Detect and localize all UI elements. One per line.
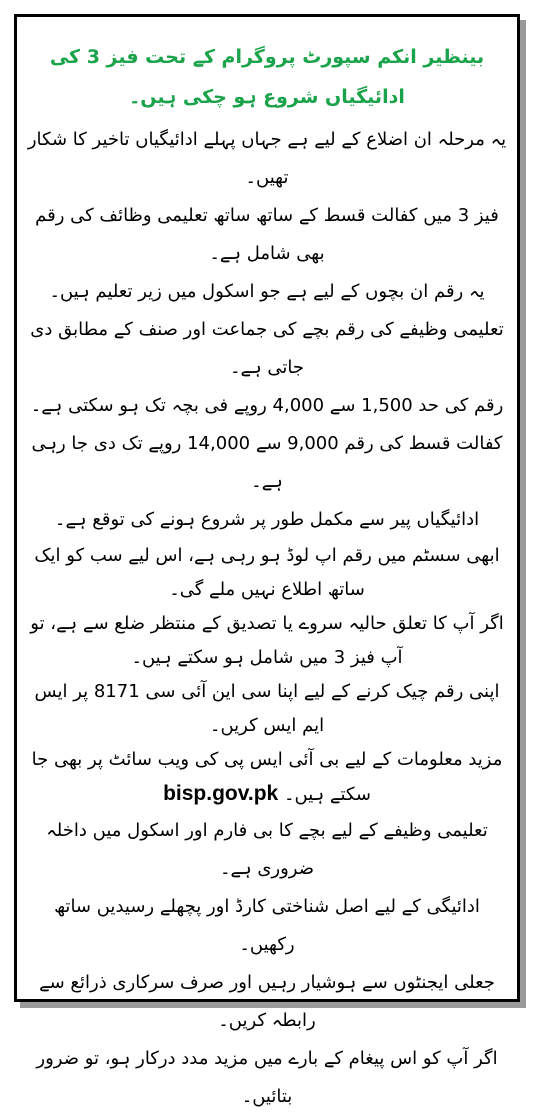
paragraph-delayed-districts: یہ مرحلہ ان اضلاع کے لیے ہے جہاں پہلے ادائیگیاں تاخیر کا شکار تھیں۔ <box>27 129 507 188</box>
paragraph-cnic-receipts: ادائیگی کے لیے اصل شناختی کارڈ اور پچھلے رسیدیں ساتھ رکھیں۔ <box>54 896 480 955</box>
notice-content <box>27 37 507 1116</box>
paragraph-phase3-scholarships: فیز 3 میں کفالت قسط کے ساتھ ساتھ تعلیمی وظائف کی رقم بھی شامل ہے۔ <box>35 205 499 264</box>
paragraph-kafalat-amount: کفالت قسط کی رقم 9,000 سے 14,000 روپے تک دی جا رہی ہے۔ <box>31 433 503 492</box>
website-link[interactable]: bisp.gov.pk <box>163 782 279 805</box>
notice-title: بینظیر انکم سپورٹ پروگرام کے تحت فیز 3 کی ادائیگیاں شروع ہو چکی ہیں۔ <box>49 46 485 108</box>
paragraph-website <box>27 743 507 812</box>
notice-frame <box>14 14 520 1107</box>
paragraph-monday-start: ادائیگیاں پیر سے مکمل طور پر شروع ہونے کی توقع ہے۔ <box>54 509 480 530</box>
paragraph-fake-agents: جعلی ایجنٹوں سے ہوشیار رہیں اور صرف سرکاری ذرائع سے رابطہ کریں۔ <box>39 972 495 1031</box>
paragraph-school-children: یہ رقم ان بچوں کے لیے ہے جو اسکول میں زیر تعلیم ہیں۔ <box>49 281 485 302</box>
paragraph-help: اگر آپ کو اس پیغام کے بارے میں مزید مدد درکار ہو، تو ضرور بتائیں۔ <box>36 1048 498 1107</box>
website-suffix: پر بھی جا سکتے ہیں۔ <box>31 749 371 805</box>
paragraph-upload-status: ابھی سسٹم میں رقم اپ لوڈ ہو رہی ہے، اس لیے سب کو ایک ساتھ اطلاع نہیں ملے گی۔ <box>34 545 500 600</box>
paragraph-class-gender: تعلیمی وظیفے کی رقم بچے کی جماعت اور صنف کے مطابق دی جاتی ہے۔ <box>30 319 504 378</box>
paragraph-b-form: تعلیمی وظیفے کے لیے بچے کا بی فارم اور اسکول میں داخلہ ضروری ہے۔ <box>46 820 488 879</box>
paragraph-amount-range: رقم کی حد 1,500 سے 4,000 روپے فی بچہ تک ہو سکتی ہے۔ <box>30 395 504 416</box>
paragraph-sms-8171: اپنی رقم چیک کرنے کے لیے اپنا سی این آئی سی 8171 پر ایس ایم ایس کریں۔ <box>34 681 500 736</box>
website-prefix: مزید معلومات کے لیے بی آئی ایس پی کی ویب سائٹ <box>108 749 503 770</box>
paragraph-survey-districts: اگر آپ کا تعلق حالیہ سروے یا تصدیق کے منتظر ضلع سے ہے، تو آپ فیز 3 میں شامل ہو سکتے ہیں۔ <box>30 613 504 668</box>
